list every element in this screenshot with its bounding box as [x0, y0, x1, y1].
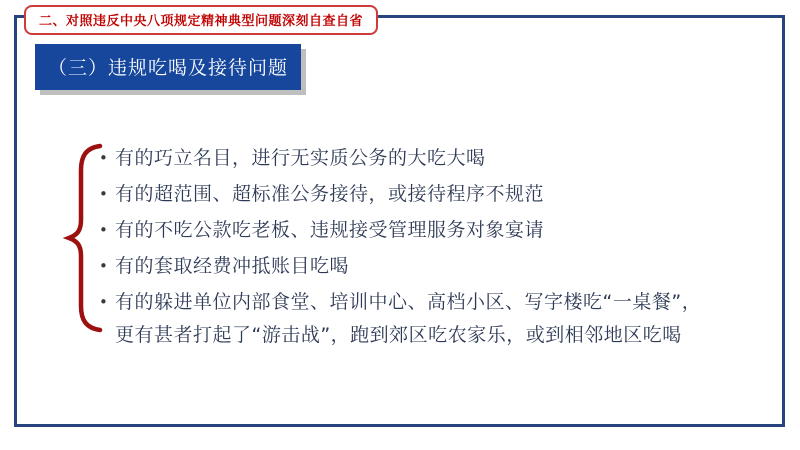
list-item-text: 有的巧立名目，进行无实质公务的大吃大喝	[115, 147, 486, 169]
curly-brace-icon	[63, 142, 103, 334]
list-item-text: 有的不吃公款吃老板、违规接受管理服务对象宴请	[115, 219, 545, 241]
list-item-line: 更有甚者打起了“游击战”，跑到郊区吃农家乐，或到相邻地区吃喝	[115, 324, 682, 346]
slide-title: （三）违规吃喝及接待问题	[35, 44, 301, 90]
bullet-dot-icon: •	[99, 257, 109, 275]
bullet-dot-icon: •	[99, 221, 109, 239]
list-item-text: 有的超范围、超标准公务接待，或接待程序不规范	[115, 183, 545, 205]
list-item-text: 有的套取经费冲抵账目吃喝	[115, 255, 350, 277]
list-item	[99, 182, 783, 206]
bullet-dot-icon: •	[99, 293, 109, 311]
violation-list	[99, 146, 783, 359]
list-item	[99, 218, 783, 242]
bullet-dot-icon: •	[99, 185, 109, 203]
list-item-line: 有的躲进单位内部食堂、培训中心、高档小区、写字楼吃“一桌餐”，	[115, 291, 702, 313]
list-item-text	[115, 290, 701, 347]
section-header-badge: 二、对照违反中央八项规定精神典型问题深刻自查自省	[24, 5, 378, 35]
bullet-dot-icon: •	[99, 149, 109, 167]
list-item	[99, 146, 783, 170]
list-item	[99, 290, 783, 347]
list-item	[99, 254, 783, 278]
